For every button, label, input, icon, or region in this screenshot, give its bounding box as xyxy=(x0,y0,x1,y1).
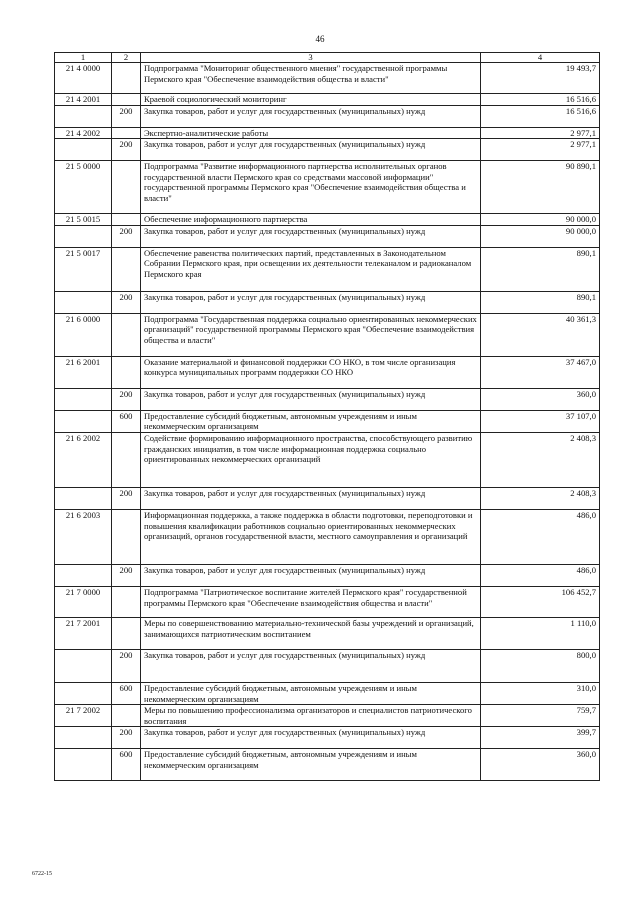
table-row xyxy=(55,586,600,617)
row-name-cell: Обеспечение равенства политических партий, представленных в Законодательном Собрании Пермского края, при освещении их деятельности телеканалом и радиоканалом Пермского края xyxy=(141,247,481,291)
row-expense-type-cell: 200 xyxy=(112,388,141,410)
table-row xyxy=(55,105,600,127)
row-code-cell: 21 4 2001 xyxy=(55,94,112,106)
row-code-cell xyxy=(55,410,112,432)
column-header-3: 3 xyxy=(141,53,481,63)
table-row xyxy=(55,727,600,749)
row-name-cell: Подпрограмма "Развитие информационного партнерства исполнительных органов государственной власти Пермского края со средствами массовой информации" государственной программы Пермского края "Обеспечение взаимодействия общества и власти" xyxy=(141,161,481,214)
row-amount-cell: 40 361,3 xyxy=(481,313,600,356)
row-code-cell: 21 5 0000 xyxy=(55,161,112,214)
row-expense-type-cell: 200 xyxy=(112,225,141,247)
row-expense-type-cell xyxy=(112,586,141,617)
column-header-1: 1 xyxy=(55,53,112,63)
row-expense-type-cell: 200 xyxy=(112,487,141,509)
row-name-cell: Предоставление субсидий бюджетным, автономным учреждениям и иным некоммерческим организациям xyxy=(141,682,481,704)
row-expense-type-cell xyxy=(112,247,141,291)
table-row xyxy=(55,313,600,356)
row-code-cell xyxy=(55,564,112,586)
row-amount-cell: 890,1 xyxy=(481,247,600,291)
row-code-cell: 21 4 0000 xyxy=(55,63,112,94)
row-name-cell: Меры по повышению профессионализма организаторов и специалистов патриотического воспитания xyxy=(141,705,481,727)
row-amount-cell: 2 408,3 xyxy=(481,487,600,509)
row-expense-type-cell: 200 xyxy=(112,139,141,161)
column-header-2: 2 xyxy=(112,53,141,63)
row-expense-type-cell xyxy=(112,617,141,649)
row-expense-type-cell xyxy=(112,705,141,727)
row-expense-type-cell xyxy=(112,313,141,356)
row-code-cell xyxy=(55,225,112,247)
table-row xyxy=(55,214,600,226)
table-row xyxy=(55,617,600,649)
row-expense-type-cell: 200 xyxy=(112,649,141,682)
table-row xyxy=(55,225,600,247)
row-expense-type-cell: 600 xyxy=(112,410,141,432)
table-row xyxy=(55,63,600,94)
row-code-cell xyxy=(55,682,112,704)
row-amount-cell: 90 000,0 xyxy=(481,214,600,226)
table-body xyxy=(55,63,600,781)
row-code-cell xyxy=(55,291,112,313)
table-row xyxy=(55,356,600,388)
row-code-cell xyxy=(55,388,112,410)
row-amount-cell: 800,0 xyxy=(481,649,600,682)
row-expense-type-cell xyxy=(112,356,141,388)
row-amount-cell: 486,0 xyxy=(481,564,600,586)
row-amount-cell: 2 977,1 xyxy=(481,139,600,161)
row-expense-type-cell xyxy=(112,509,141,564)
row-name-cell: Предоставление субсидий бюджетным, автономным учреждениям и иным некоммерческим организациям xyxy=(141,749,481,781)
table-row xyxy=(55,432,600,487)
row-code-cell xyxy=(55,105,112,127)
row-name-cell: Закупка товаров, работ и услуг для государственных (муниципальных) нужд xyxy=(141,225,481,247)
row-name-cell: Подпрограмма "Патриотическое воспитание жителей Пермского края" государственной программы Пермского края "Обеспечение взаимодействия общества и власти" xyxy=(141,586,481,617)
row-code-cell: 21 6 2003 xyxy=(55,509,112,564)
row-name-cell: Краевой социологический мониторинг xyxy=(141,94,481,106)
table-row xyxy=(55,564,600,586)
row-expense-type-cell: 200 xyxy=(112,291,141,313)
row-amount-cell: 310,0 xyxy=(481,682,600,704)
row-code-cell: 21 6 2001 xyxy=(55,356,112,388)
table-row xyxy=(55,487,600,509)
row-expense-type-cell xyxy=(112,94,141,106)
row-amount-cell: 16 516,6 xyxy=(481,94,600,106)
row-code-cell xyxy=(55,487,112,509)
table-row xyxy=(55,388,600,410)
row-expense-type-cell: 600 xyxy=(112,682,141,704)
row-amount-cell: 16 516,6 xyxy=(481,105,600,127)
table-row xyxy=(55,161,600,214)
row-expense-type-cell: 200 xyxy=(112,105,141,127)
row-expense-type-cell: 200 xyxy=(112,727,141,749)
table-row xyxy=(55,682,600,704)
row-code-cell: 21 6 2002 xyxy=(55,432,112,487)
row-name-cell: Подпрограмма "Государственная поддержка социально ориентированных некоммерческих организаций" государственной программы Пермского края "Обеспечение взаимодействия общества и власти" xyxy=(141,313,481,356)
row-name-cell: Закупка товаров, работ и услуг для государственных (муниципальных) нужд xyxy=(141,105,481,127)
table-row xyxy=(55,649,600,682)
table-row xyxy=(55,94,600,106)
row-code-cell xyxy=(55,727,112,749)
row-code-cell: 21 7 0000 xyxy=(55,586,112,617)
row-name-cell: Меры по совершенствованию материально-технической базы учреждений и организаций, занимающихся патриотическим воспитанием xyxy=(141,617,481,649)
row-expense-type-cell: 200 xyxy=(112,564,141,586)
row-amount-cell: 890,1 xyxy=(481,291,600,313)
row-expense-type-cell xyxy=(112,432,141,487)
row-code-cell: 21 5 0015 xyxy=(55,214,112,226)
row-name-cell: Закупка товаров, работ и услуг для государственных (муниципальных) нужд xyxy=(141,649,481,682)
row-expense-type-cell: 600 xyxy=(112,749,141,781)
row-name-cell: Содействие формированию информационного пространства, способствующего развитию гражданских инициатив, в том числе информационная поддержка социально ориентированных некоммерческих организаций xyxy=(141,432,481,487)
row-amount-cell: 759,7 xyxy=(481,705,600,727)
row-amount-cell: 2 977,1 xyxy=(481,127,600,139)
table-row xyxy=(55,509,600,564)
row-amount-cell: 2 408,3 xyxy=(481,432,600,487)
row-expense-type-cell xyxy=(112,127,141,139)
row-name-cell: Оказание материальной и финансовой поддержки СО НКО, в том числе организация конкурса муниципальных программ поддержки СО НКО xyxy=(141,356,481,388)
table-row xyxy=(55,127,600,139)
row-expense-type-cell xyxy=(112,161,141,214)
page-number: 46 xyxy=(315,34,325,44)
row-code-cell: 21 7 2002 xyxy=(55,705,112,727)
table-row xyxy=(55,705,600,727)
row-name-cell: Экспертно-аналитические работы xyxy=(141,127,481,139)
row-amount-cell: 19 493,7 xyxy=(481,63,600,94)
row-code-cell xyxy=(55,139,112,161)
row-amount-cell: 106 452,7 xyxy=(481,586,600,617)
row-amount-cell: 37 107,0 xyxy=(481,410,600,432)
row-expense-type-cell xyxy=(112,63,141,94)
table-header-row xyxy=(55,53,600,63)
row-name-cell: Закупка товаров, работ и услуг для государственных (муниципальных) нужд xyxy=(141,139,481,161)
row-expense-type-cell xyxy=(112,214,141,226)
row-code-cell: 21 6 0000 xyxy=(55,313,112,356)
column-header-4: 4 xyxy=(481,53,600,63)
row-amount-cell: 486,0 xyxy=(481,509,600,564)
row-name-cell: Закупка товаров, работ и услуг для государственных (муниципальных) нужд xyxy=(141,291,481,313)
row-code-cell: 21 4 2002 xyxy=(55,127,112,139)
row-code-cell xyxy=(55,749,112,781)
row-code-cell xyxy=(55,649,112,682)
row-amount-cell: 360,0 xyxy=(481,388,600,410)
row-amount-cell: 360,0 xyxy=(481,749,600,781)
row-name-cell: Закупка товаров, работ и услуг для государственных (муниципальных) нужд xyxy=(141,564,481,586)
table-row xyxy=(55,247,600,291)
row-name-cell: Закупка товаров, работ и услуг для государственных (муниципальных) нужд xyxy=(141,727,481,749)
table-row xyxy=(55,410,600,432)
row-name-cell: Закупка товаров, работ и услуг для государственных (муниципальных) нужд xyxy=(141,388,481,410)
table-row xyxy=(55,749,600,781)
row-amount-cell: 1 110,0 xyxy=(481,617,600,649)
row-name-cell: Подпрограмма "Мониторинг общественного мнения" государственной программы Пермского края "Обеспечение взаимодействия общества и власти" xyxy=(141,63,481,94)
row-code-cell: 21 5 0017 xyxy=(55,247,112,291)
row-name-cell: Предоставление субсидий бюджетным, автономным учреждениям и иным некоммерческим организациям xyxy=(141,410,481,432)
document-code: 6722-15 xyxy=(32,871,52,877)
row-name-cell: Информационная поддержка, а также поддержка в области подготовки, переподготовки и повышения квалификации работников социально ориентированных некоммерческих организаций, органов государственной власти, местного самоуправления и организаций xyxy=(141,509,481,564)
row-name-cell: Обеспечение информационного партнерства xyxy=(141,214,481,226)
row-amount-cell: 90 890,1 xyxy=(481,161,600,214)
table-row xyxy=(55,139,600,161)
row-code-cell: 21 7 2001 xyxy=(55,617,112,649)
row-amount-cell: 399,7 xyxy=(481,727,600,749)
budget-table xyxy=(54,52,600,781)
row-amount-cell: 37 467,0 xyxy=(481,356,600,388)
table-row xyxy=(55,291,600,313)
row-amount-cell: 90 000,0 xyxy=(481,225,600,247)
row-name-cell: Закупка товаров, работ и услуг для государственных (муниципальных) нужд xyxy=(141,487,481,509)
